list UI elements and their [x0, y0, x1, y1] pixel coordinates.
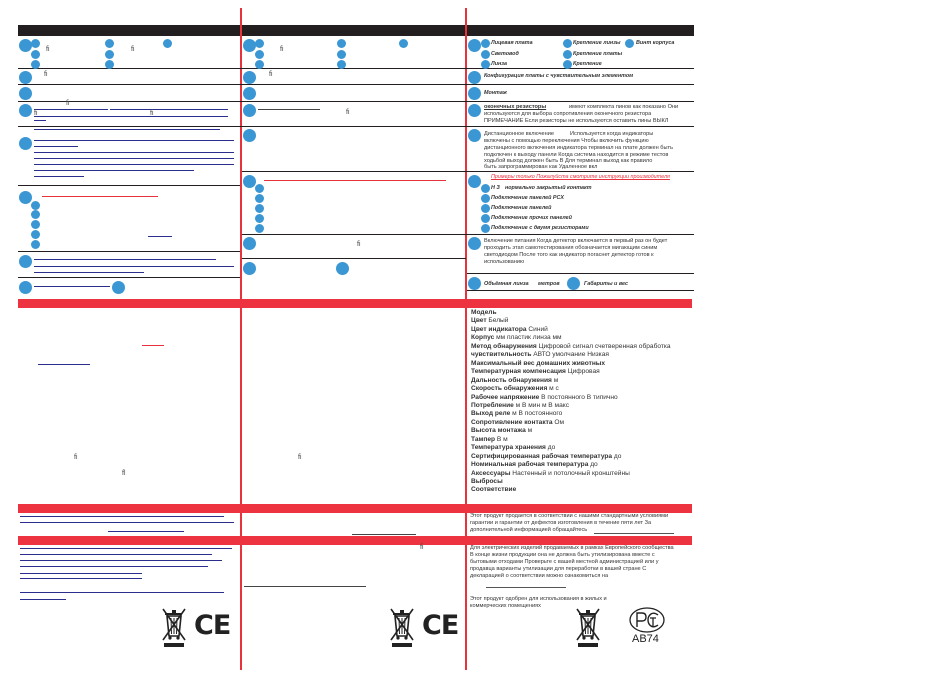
warning-line — [42, 196, 158, 197]
text-line — [34, 158, 234, 159]
step-marker — [336, 262, 349, 275]
spec-label: Высота монтажа — [471, 427, 526, 435]
spec-label: Потребление — [471, 401, 514, 409]
spec-row — [471, 444, 555, 452]
spec-value: Синий — [526, 325, 548, 333]
spec-row — [471, 326, 548, 334]
step-marker — [19, 104, 32, 117]
remote-text: дистанционного включения индикатора терминал на плате должен быть — [484, 145, 674, 151]
text-line — [34, 266, 234, 267]
bullet — [255, 184, 264, 193]
weee-text: В конце жизни продукции она не должна быть утилизирована вместе с — [470, 552, 655, 558]
bullet — [481, 214, 490, 223]
link-line[interactable] — [148, 236, 172, 237]
step-marker — [243, 237, 256, 250]
step-marker — [468, 71, 481, 84]
step-marker — [468, 104, 481, 117]
spec-value: мм пластик линза мм — [494, 334, 562, 342]
text-line — [34, 146, 78, 147]
spec-row — [471, 343, 671, 351]
separator — [18, 126, 694, 127]
weee-bin-icon — [575, 604, 601, 648]
weee-text: Для электрических изделий продаваемых в рамках Европейского сообщества — [470, 545, 674, 551]
step-marker — [19, 281, 32, 294]
bullet — [105, 39, 114, 48]
spec-label: Номинальная рабочая температура — [471, 461, 589, 469]
weee-band — [18, 536, 692, 545]
spec-value: В м — [495, 435, 508, 443]
bullet — [481, 50, 490, 59]
link-line[interactable] — [38, 364, 90, 365]
bullet — [563, 39, 572, 48]
separator — [467, 290, 694, 291]
wiring-label: Подключение панелей PCX — [491, 195, 564, 201]
spec-row — [471, 461, 598, 469]
glyph: ﬁ — [420, 544, 424, 551]
spec-label: Температурная компенсация — [471, 368, 566, 376]
spec-label: Дальность обнаружения — [471, 376, 552, 384]
wiring-label: Подключение прочих панелей — [491, 215, 572, 221]
step-marker — [468, 237, 481, 250]
spec-value: Настенный и потолочный кронштейны — [510, 469, 630, 477]
wiring-warning: Примеры только Пожалуйста смотрите инструкции производителя — [491, 174, 670, 180]
spec-row — [471, 394, 618, 402]
ce-mark: CE — [422, 610, 459, 641]
bullet — [31, 220, 40, 229]
text-line — [20, 592, 224, 593]
step-marker — [468, 39, 481, 52]
section-heading: Конфигурация платы с чувствительным элементом — [484, 73, 634, 79]
separator — [242, 234, 694, 235]
text-line — [34, 116, 228, 117]
bullet — [337, 50, 346, 59]
lens-range: метров — [538, 281, 560, 287]
rst-cert-icon — [628, 606, 666, 634]
link-line[interactable] — [20, 599, 66, 600]
bullet — [255, 214, 264, 223]
spec-label: Максимальный вес домашних животных — [471, 359, 606, 367]
spec-label: Цвет — [471, 317, 487, 325]
bullet — [31, 39, 40, 48]
wiring-label: Подключение с двумя резисторами — [491, 225, 589, 231]
bullet — [255, 60, 264, 69]
bullet — [31, 201, 40, 210]
bullet — [625, 39, 634, 48]
warranty-band — [18, 504, 692, 513]
remote-text: быть запрограммирован как Удаленное вкл — [484, 164, 598, 170]
component-label: Крепление платы — [573, 51, 623, 57]
spec-row — [471, 377, 558, 385]
weee-text: декларацией о соответствии можно ознакомиться на — [470, 573, 609, 579]
text-line — [34, 176, 84, 177]
bullet — [31, 210, 40, 219]
step-marker — [243, 39, 256, 52]
spec-value: В постоянного В типично — [539, 393, 618, 401]
spec-label: Сертифицированная рабочая температура — [471, 452, 613, 460]
text-line — [20, 554, 212, 555]
spec-row — [471, 470, 630, 478]
component-label: Лицевая плата — [491, 40, 533, 46]
glyph: ﬁ — [298, 454, 302, 461]
text-line — [110, 109, 228, 110]
approval-text: Этот продукт одобрен для использования в жилых и — [470, 596, 607, 602]
spec-label: Метод обнаружения — [471, 342, 537, 350]
bullet — [255, 204, 264, 213]
wiring-label: Подключение панелей — [491, 205, 552, 211]
eol-text: имеют комплекта пинов как показано Они — [569, 104, 679, 110]
spec-value: до — [545, 444, 556, 452]
warranty-text: Этот продукт продается в соответствии с нашими стандартными условиями — [470, 513, 669, 519]
bullet — [337, 60, 346, 69]
bullet — [31, 50, 40, 59]
spec-row — [471, 478, 503, 486]
step-marker — [468, 175, 481, 188]
link-line — [486, 587, 566, 588]
spec-value: Цифровой сигнал счетверенная обработка — [536, 342, 671, 350]
bullet — [255, 224, 264, 233]
spec-row — [471, 385, 559, 393]
warranty-text: дополнительной информацией обращайтесь — [470, 527, 588, 533]
eol-note: ПРИМЕЧАНИЕ Если резисторы не используются оставить пины ВЫКЛ — [484, 118, 669, 124]
spec-row — [471, 402, 569, 410]
column-divider-right — [465, 8, 467, 670]
glyph: ﬁ — [280, 46, 284, 53]
spec-label: Выбросы — [471, 478, 503, 485]
step-marker — [243, 129, 256, 142]
spec-row — [471, 427, 532, 435]
spec-row — [471, 486, 516, 494]
section-heading: Монтаж — [484, 90, 507, 96]
step-marker — [112, 281, 125, 294]
step-marker — [19, 71, 32, 84]
text-line — [34, 164, 234, 165]
bullet — [399, 39, 408, 48]
separator — [18, 185, 240, 186]
bullet — [563, 50, 572, 59]
spec-value: до — [612, 452, 622, 460]
warranty-text: гарантии и гарантии от дефектов изготовления в течение пяти лет За — [470, 520, 652, 526]
bullet — [105, 50, 114, 59]
text-line — [34, 286, 110, 287]
spec-value: м В постоянного — [510, 410, 563, 418]
weee-bin-icon — [161, 604, 187, 648]
ce-mark: CE — [194, 610, 231, 641]
eol-text: используются для выбора сопротивления оконечного резистора — [484, 111, 652, 117]
lens-label: Объёмная линза — [484, 281, 529, 287]
glyph: ﬁ — [150, 110, 154, 117]
separator — [18, 68, 694, 69]
glyph: ﬁ — [66, 100, 70, 107]
glyph: ﬁ — [44, 71, 48, 78]
poweron-text: Включение питания Когда детектор включается в первый раз он будет — [484, 238, 668, 244]
glyph: ﬁ — [346, 109, 350, 116]
bullet — [481, 39, 490, 48]
spec-row — [471, 351, 609, 359]
spec-row — [471, 419, 564, 427]
step-marker — [19, 255, 32, 268]
spec-value: м В мин м В макс — [513, 401, 569, 409]
remote-text: включены с помощью переключения Чтобы включить функцию — [484, 138, 649, 144]
warning-line — [142, 345, 164, 346]
weee-text: бытовыми отходами Проверьте с вашей местной администрацией или у — [470, 559, 659, 565]
spec-row — [471, 436, 508, 444]
separator — [18, 251, 240, 252]
step-marker — [19, 191, 32, 204]
component-label: Крепление — [573, 61, 602, 67]
spec-label: Корпус — [471, 334, 495, 342]
glyph: ﬁ — [131, 46, 135, 53]
step-marker — [243, 175, 256, 188]
spec-row — [471, 334, 562, 342]
contact-line — [594, 533, 674, 534]
bullet — [105, 60, 114, 69]
text-line — [34, 259, 216, 260]
spec-label: Температура хранения — [471, 444, 546, 452]
eol-heading: оконечных резисторы — [484, 104, 547, 110]
step-marker — [243, 104, 256, 117]
remote-text: Используется когда индикаторы — [570, 131, 654, 137]
text-line — [20, 522, 234, 523]
bullet — [563, 60, 572, 69]
bullet — [31, 230, 40, 239]
component-label: Винт корпуса — [636, 40, 675, 46]
step-marker — [468, 87, 481, 100]
text-line — [20, 573, 142, 574]
poweron-text: светодиодом После того как индикатор погаснет детектор готов к — [484, 252, 654, 258]
text-line — [34, 129, 220, 130]
separator — [18, 84, 694, 85]
spec-row — [471, 368, 600, 376]
separator — [18, 101, 694, 102]
step-marker — [243, 71, 256, 84]
spec-label: Рабочее напряжение — [471, 393, 540, 401]
link-line[interactable] — [108, 531, 184, 532]
glyph: ﬁ — [74, 454, 78, 461]
text-line — [34, 120, 46, 121]
step-marker — [243, 87, 256, 100]
separator — [242, 258, 466, 259]
weee-text: продавца варианты утилизации для переработки в вашей стране С — [470, 566, 647, 572]
bullet — [255, 39, 264, 48]
dimensions-label: Габариты и вес — [584, 281, 629, 287]
approval-text: коммерческих помещениях — [470, 603, 541, 609]
spec-value: м с — [547, 385, 559, 393]
bullet — [337, 39, 346, 48]
text-line — [20, 578, 142, 579]
remote-text: подключен к выходу панели Когда система находится в режиме тестов — [484, 152, 669, 158]
remote-heading: Дистанционное включение — [484, 131, 554, 137]
glyph: ﬁ — [46, 46, 50, 53]
spec-label: Сопротивление контакта — [471, 418, 553, 426]
step-marker — [468, 277, 481, 290]
step-marker — [243, 262, 256, 275]
bullet — [481, 184, 490, 193]
spec-label: Цвет индикатора — [471, 325, 527, 333]
text-line — [20, 566, 208, 567]
step-marker — [19, 39, 32, 52]
spec-label: Соответствие — [471, 486, 517, 494]
spec-value: Ом — [552, 418, 565, 426]
bullet — [255, 194, 264, 203]
glyph: ﬁ — [269, 71, 273, 78]
poweron-text: проходить этап самотестирования обозначается мигающим синим — [484, 245, 658, 251]
specs-band — [18, 299, 692, 308]
remote-text: ходьбой выход должен быть В Для терминал выход как правило — [484, 158, 653, 164]
spec-value: м — [525, 427, 533, 435]
text-line — [34, 109, 108, 110]
separator — [467, 273, 694, 274]
warning-line — [264, 180, 446, 181]
text-line — [34, 140, 234, 141]
text-line — [258, 109, 320, 110]
text-line — [34, 152, 234, 153]
wiring-label: нормально закрытый контакт — [505, 185, 592, 191]
step-marker — [19, 137, 32, 150]
poweron-text: использованию — [484, 259, 525, 265]
spec-label: Аксессуары — [471, 469, 511, 477]
component-label: Световод — [491, 51, 519, 57]
separator — [242, 171, 694, 172]
bullet — [481, 224, 490, 233]
spec-label: Скорость обнаружения — [471, 385, 548, 393]
wiring-label: Н З — [491, 185, 500, 191]
spec-value: Цифровая — [565, 368, 600, 376]
component-label: Линза — [491, 61, 508, 67]
spec-label: Модель — [471, 309, 497, 316]
bullet — [163, 39, 172, 48]
text-line — [20, 548, 232, 549]
spec-value: Белый — [486, 317, 509, 325]
separator — [18, 277, 240, 278]
bullet — [31, 240, 40, 249]
glyph: ﬁ — [34, 110, 38, 117]
spec-value: АВТО умолчание Низкая — [531, 351, 609, 359]
glyph: ﬂ — [122, 470, 126, 477]
spec-row — [471, 317, 508, 325]
spec-value: м — [551, 376, 559, 384]
spec-row — [471, 410, 562, 418]
spec-value: до — [588, 461, 598, 469]
text-line — [34, 170, 194, 171]
weee-bin-icon — [389, 604, 415, 648]
component-label: Крепление линзы — [573, 40, 621, 46]
bullet — [481, 60, 490, 69]
text-line — [20, 560, 222, 561]
spec-label: Выход реле — [471, 410, 511, 418]
header-bar — [18, 25, 694, 36]
cert-code: АВ74 — [632, 633, 659, 645]
bullet — [481, 204, 490, 213]
text-line — [20, 516, 224, 517]
step-marker — [19, 87, 32, 100]
column-divider-left — [240, 8, 242, 670]
bullet — [481, 194, 490, 203]
text-line — [244, 586, 366, 587]
spec-row — [471, 453, 621, 461]
text-line — [352, 534, 416, 535]
bullet — [255, 50, 264, 59]
glyph: ﬁ — [357, 241, 361, 248]
step-marker — [468, 129, 481, 142]
spec-label: чувствительность — [471, 351, 532, 359]
step-marker — [567, 277, 580, 290]
spec-row — [471, 360, 605, 368]
text-line — [34, 272, 144, 273]
spec-label: Тампер — [471, 435, 496, 443]
bullet — [31, 60, 40, 69]
